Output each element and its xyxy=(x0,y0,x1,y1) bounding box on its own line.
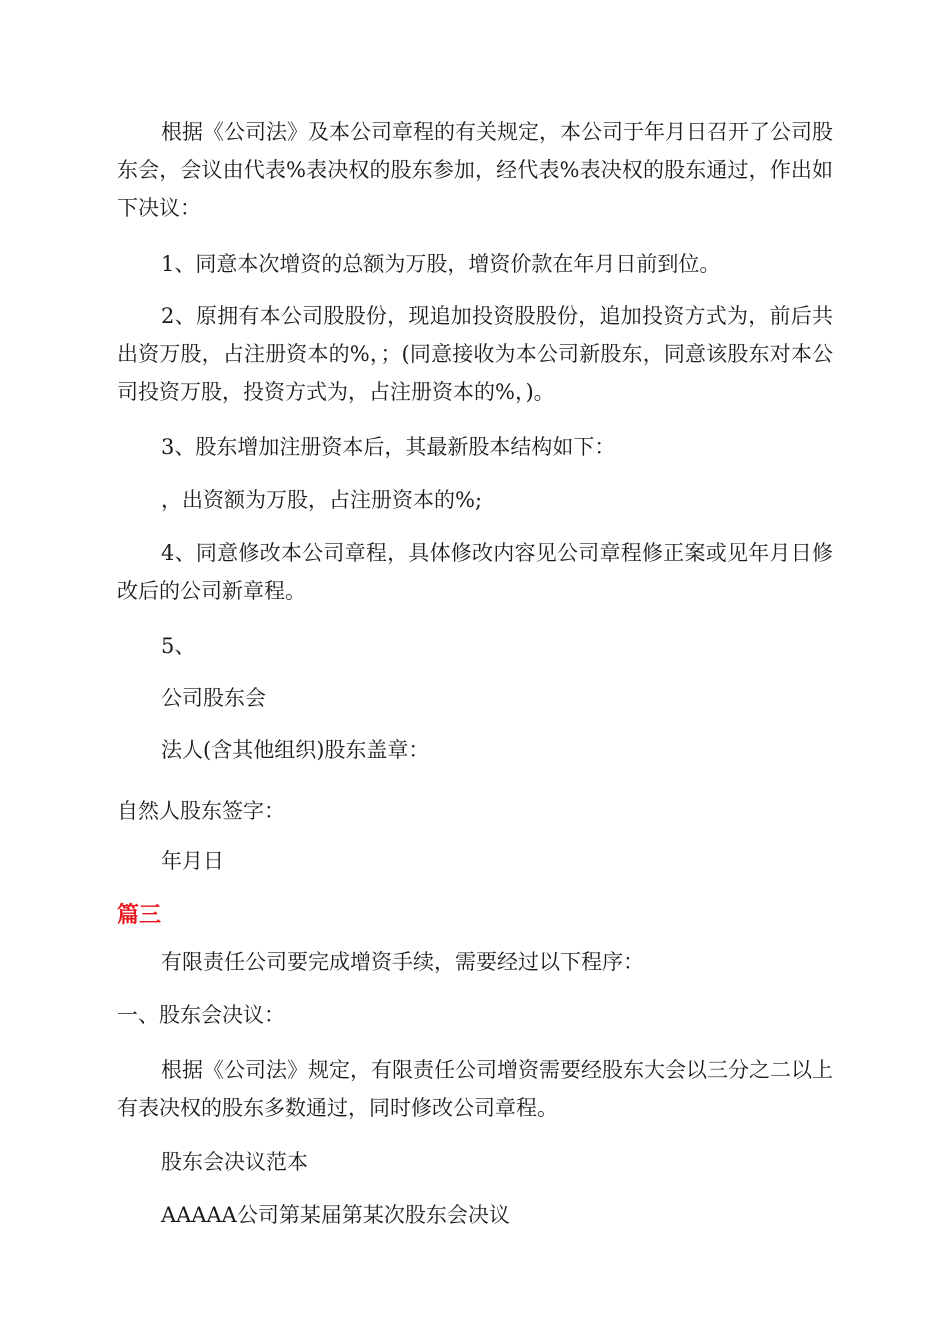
resolution-item-4: 4、同意修改本公司章程，具体修改内容见公司章程修正案或见年月日修改后的公司新章程。 xyxy=(117,541,833,603)
resolution-item-2: 2、原拥有本公司股股份，现追加投资股股份，追加投资方式为，前后共出资万股，占注册资本的%，；(同意接收为本公司新股东，同意该股东对本公司投资万股，投资方式为，占注册资本的%，)。 xyxy=(117,304,833,404)
section-intro-paragraph: 有限责任公司要完成增资手续，需要经过以下程序： xyxy=(161,950,644,974)
resolution-item-1: 1、同意本次增资的总额为万股，增资价款在年月日前到位。 xyxy=(161,252,721,276)
resolution-template-name: AAAAA公司第某届第某次股东会决议 xyxy=(161,1203,510,1227)
resolution-intro-paragraph: 根据《公司法》及本公司章程的有关规定，本公司于年月日召开了公司股东会，会议由代表%表决权的股东参加，经代表%表决权的股东通过，作出如下决议： xyxy=(117,120,833,220)
subheading-shareholder-resolution: 一、股东会决议： xyxy=(117,1003,285,1027)
resolution-template-title: 股东会决议范本 xyxy=(161,1150,308,1174)
resolution-item-3: 3、股东增加注册资本后，其最新股本结构如下： xyxy=(161,435,616,459)
signature-legal-person-seal: 法人(含其他组织)股东盖章： xyxy=(161,738,430,762)
signature-natural-person: 自然人股东签字： xyxy=(117,799,285,823)
signature-date: 年月日 xyxy=(161,849,224,873)
section-heading: 篇三 xyxy=(117,903,162,928)
shareholding-structure-line: ，出资额为万股，占注册资本的%; xyxy=(161,488,483,512)
signature-company-meeting: 公司股东会 xyxy=(161,686,266,710)
resolution-item-5: 5、 xyxy=(161,634,196,658)
company-law-paragraph: 根据《公司法》规定，有限责任公司增资需要经股东大会以三分之二以上有表决权的股东多数通过，同时修改公司章程。 xyxy=(117,1058,833,1120)
